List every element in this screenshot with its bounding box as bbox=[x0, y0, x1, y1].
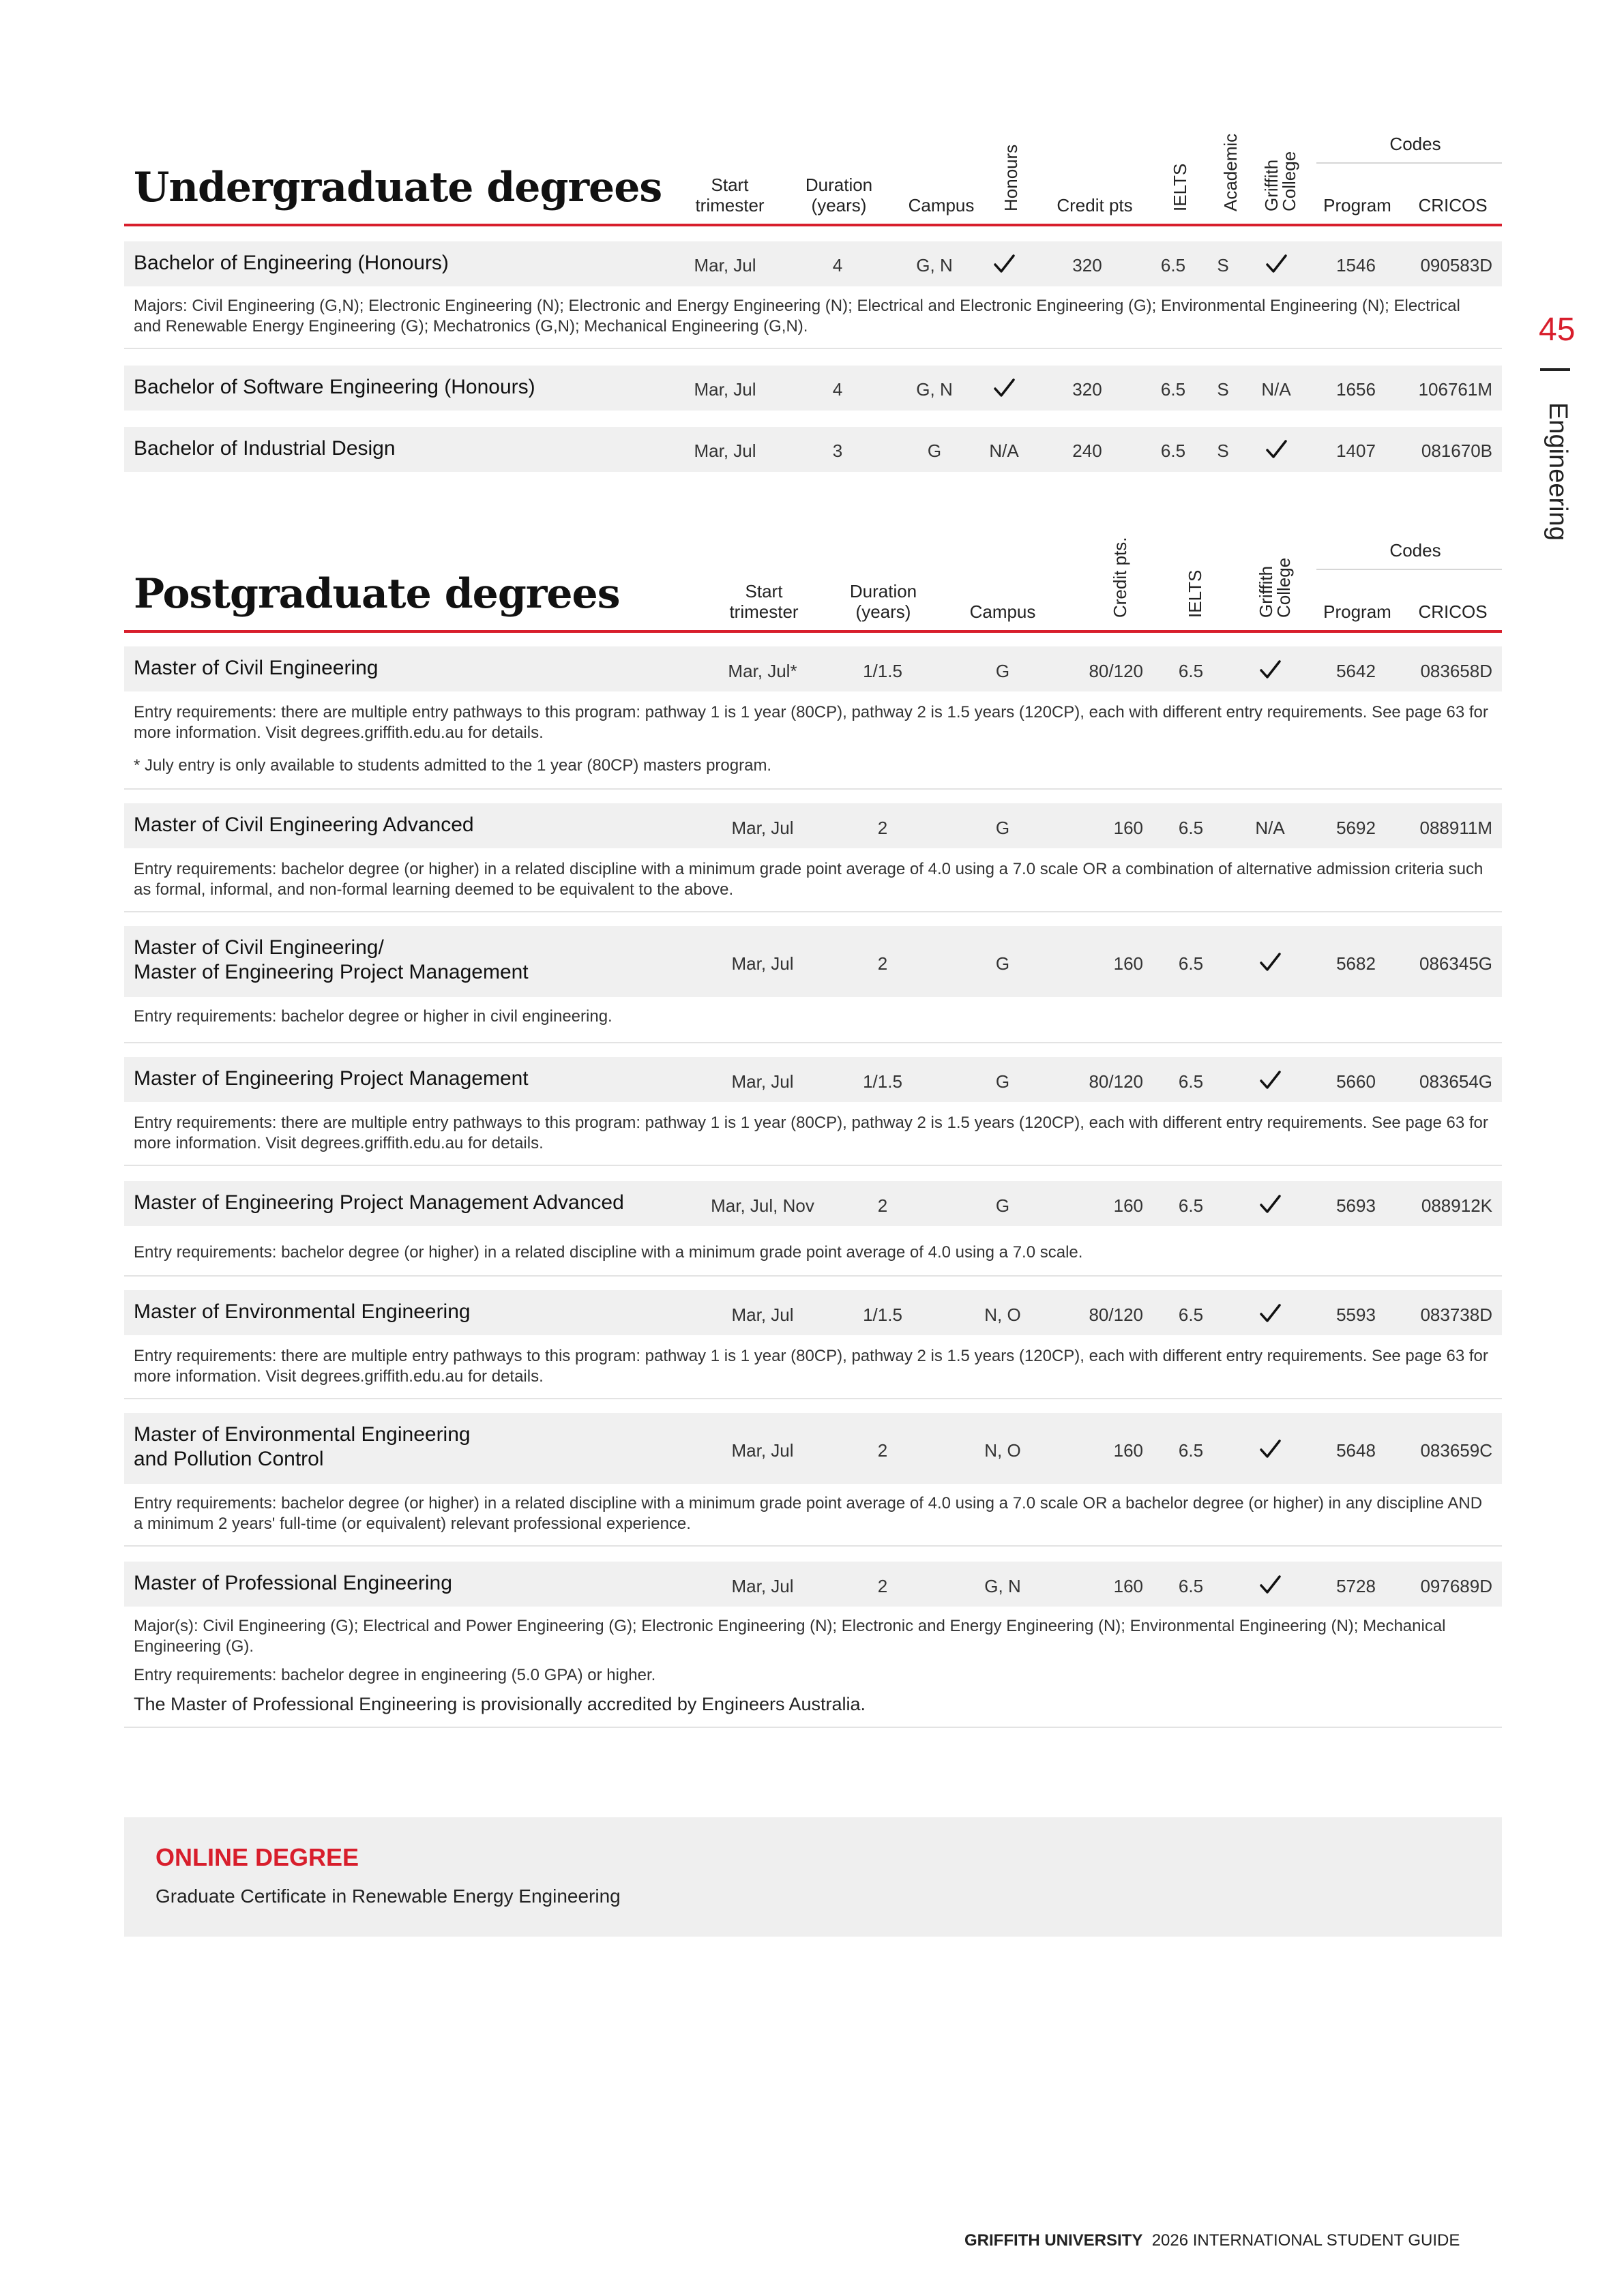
footer-guide: 2026 INTERNATIONAL STUDENT GUIDE bbox=[1151, 2231, 1460, 2250]
ug-honours-tick-icon bbox=[992, 376, 1016, 400]
pg-entry-note: Entry requirements: bachelor degree (or higher) in a related discipline with a minimum grade point average of 4.0 using a 7.0 scale. bbox=[134, 1243, 1083, 1262]
ug-honours-tick-icon bbox=[992, 252, 1016, 275]
pg-degree-name: Master of Engineering Project Management Advanced bbox=[134, 1191, 624, 1214]
ug-credit: 320 bbox=[1072, 379, 1102, 400]
pg-codes-divider bbox=[1316, 569, 1502, 570]
ug-cricos: 090583D bbox=[1420, 255, 1492, 275]
ug-start: Mar, Jul bbox=[694, 255, 756, 275]
pg-cricos: 088912K bbox=[1421, 1195, 1492, 1216]
pg-duration: 2 bbox=[877, 1576, 888, 1596]
pg-entry-note: * July entry is only available to students admitted to the 1 year (80CP) masters program. bbox=[134, 756, 772, 775]
ug-duration: 3 bbox=[832, 441, 843, 461]
pg-start: Mar, Jul, Nov bbox=[711, 1195, 814, 1216]
ug-credit: 320 bbox=[1072, 255, 1102, 275]
pg-row-divider bbox=[124, 788, 1502, 790]
pg-program: 5648 bbox=[1336, 1440, 1376, 1461]
pg-row-divider bbox=[124, 1545, 1502, 1547]
pg-campus: N, O bbox=[984, 1304, 1021, 1325]
pg-credit: 160 bbox=[1113, 1195, 1143, 1216]
ug-header-codes: Codes bbox=[1389, 134, 1441, 154]
pg-row-divider bbox=[124, 911, 1502, 912]
ug-header-credit: Credit pts bbox=[1057, 195, 1133, 215]
pg-ielts: 6.5 bbox=[1178, 1071, 1204, 1092]
ug-duration: 4 bbox=[832, 379, 843, 400]
pg-campus: G, N bbox=[984, 1576, 1021, 1596]
pg-accreditation-note: The Master of Professional Engineering is provisionally accredited by Engineers Australia. bbox=[134, 1694, 866, 1714]
pg-program: 5682 bbox=[1336, 953, 1376, 974]
ug-program: 1656 bbox=[1336, 379, 1376, 400]
pg-row-divider bbox=[124, 1727, 1502, 1728]
pg-row-divider bbox=[124, 1042, 1502, 1043]
ug-ielts: 6.5 bbox=[1160, 441, 1186, 461]
undergrad-header-rule bbox=[124, 224, 1502, 226]
pg-header-cricos: CRICOS bbox=[1418, 601, 1488, 622]
pg-credit: 80/120 bbox=[1089, 1304, 1143, 1325]
pg-header-program: Program bbox=[1323, 601, 1391, 622]
ug-college: N/A bbox=[1261, 379, 1291, 400]
online-degree-panel bbox=[124, 1817, 1502, 1937]
pg-program: 5693 bbox=[1336, 1195, 1376, 1216]
ug-cricos: 106761M bbox=[1418, 379, 1492, 400]
pg-credit: 160 bbox=[1113, 818, 1143, 838]
ug-program: 1407 bbox=[1336, 441, 1376, 461]
pg-ielts: 6.5 bbox=[1178, 1440, 1204, 1461]
ug-ielts: 6.5 bbox=[1160, 379, 1186, 400]
pg-header-start: Start trimester bbox=[729, 581, 799, 622]
pg-ielts: 6.5 bbox=[1178, 1195, 1204, 1216]
pg-header-duration: Duration (years) bbox=[849, 581, 917, 622]
pg-campus: G bbox=[995, 818, 1010, 838]
pg-entry-note: Entry requirements: bachelor degree or higher in civil engineering. bbox=[134, 1007, 612, 1026]
pg-program: 5692 bbox=[1336, 818, 1376, 838]
ug-honours: N/A bbox=[989, 441, 1019, 461]
pg-college-tick-icon bbox=[1258, 951, 1282, 974]
ug-row-divider bbox=[124, 348, 1502, 349]
pg-cricos: 083658D bbox=[1420, 661, 1492, 681]
ug-campus: G, N bbox=[916, 379, 953, 400]
pg-campus: G bbox=[995, 661, 1010, 681]
pg-credit: 160 bbox=[1113, 953, 1143, 974]
ug-academic: S bbox=[1217, 379, 1229, 400]
pg-degree-name: Master of Professional Engineering bbox=[134, 1572, 452, 1594]
pg-header-college-1: Griffith bbox=[1256, 565, 1276, 618]
ug-college-tick-icon bbox=[1265, 252, 1288, 275]
pg-college-tick-icon bbox=[1258, 1437, 1282, 1461]
pg-duration: 1/1.5 bbox=[863, 1304, 902, 1325]
ug-program: 1546 bbox=[1336, 255, 1376, 275]
ug-header-college-2: College bbox=[1279, 151, 1299, 211]
ug-header-duration: Duration (years) bbox=[805, 175, 873, 215]
pg-ielts: 6.5 bbox=[1178, 1304, 1204, 1325]
ug-credit: 240 bbox=[1072, 441, 1102, 461]
pg-row-divider bbox=[124, 1275, 1502, 1277]
ug-majors-note: Majors: Civil Engineering (G,N); Electronic Engineering (N); Electronic and Energy Engineering (N); Electrical and Electronic Engineering (G); Environmental Engineering (N); Electrical and Renewable Energy Engineering (G); Mechatronics (G,N); Mechanical Engineering (G,N). bbox=[134, 297, 1460, 336]
ug-degree-name: Bachelor of Industrial Design bbox=[134, 437, 396, 460]
pg-degree-name: Master of Environmental Engineering and Pollution Control bbox=[134, 1423, 471, 1470]
ug-header-program: Program bbox=[1323, 195, 1391, 215]
ug-academic: S bbox=[1217, 255, 1229, 275]
online-degree-item: Graduate Certificate in Renewable Energy Engineering bbox=[156, 1885, 621, 1907]
pg-program: 5593 bbox=[1336, 1304, 1376, 1325]
pg-header-credit: Credit pts. bbox=[1110, 537, 1130, 618]
pg-start: Mar, Jul bbox=[731, 818, 794, 838]
ug-start: Mar, Jul bbox=[694, 379, 756, 400]
pg-credit: 80/120 bbox=[1089, 661, 1143, 681]
postgrad-header-rule bbox=[124, 630, 1502, 633]
pg-credit: 80/120 bbox=[1089, 1071, 1143, 1092]
ug-header-academic: Academic bbox=[1220, 133, 1241, 211]
pg-cricos: 083659C bbox=[1420, 1440, 1492, 1461]
ug-header-cricos: CRICOS bbox=[1418, 195, 1488, 215]
pg-ielts: 6.5 bbox=[1178, 818, 1204, 838]
pg-campus: G bbox=[995, 1195, 1010, 1216]
ug-codes-divider bbox=[1316, 162, 1502, 164]
ug-duration: 4 bbox=[832, 255, 843, 275]
pg-cricos: 086345G bbox=[1419, 953, 1492, 974]
pg-credit: 160 bbox=[1113, 1440, 1143, 1461]
pg-college-tick-icon bbox=[1258, 658, 1282, 681]
pg-college-tick-icon bbox=[1258, 1069, 1282, 1092]
ug-header-college-1: Griffith bbox=[1261, 159, 1282, 211]
ug-campus: G bbox=[927, 441, 942, 461]
pg-college: N/A bbox=[1255, 818, 1285, 838]
ug-campus: G, N bbox=[916, 255, 953, 275]
pg-cricos: 097689D bbox=[1420, 1576, 1492, 1596]
pg-entry-note: Major(s): Civil Engineering (G); Electrical and Power Engineering (G); Electronic Engineering (N); Electronic and Energy Engineering (N); Environmental Engineering (N); Mechanical Engineering (G). bbox=[134, 1617, 1446, 1656]
pg-duration: 1/1.5 bbox=[863, 1071, 902, 1092]
pg-duration: 1/1.5 bbox=[863, 661, 902, 681]
pg-start: Mar, Jul bbox=[731, 1440, 794, 1461]
pg-row-divider bbox=[124, 1165, 1502, 1166]
pg-header-ielts: IELTS bbox=[1185, 569, 1205, 618]
pg-ielts: 6.5 bbox=[1178, 1576, 1204, 1596]
ug-header-ielts: IELTS bbox=[1170, 163, 1190, 211]
pg-degree-name: Master of Civil Engineering bbox=[134, 657, 379, 679]
ug-cricos: 081670B bbox=[1421, 441, 1492, 461]
pg-cricos: 088911M bbox=[1419, 818, 1492, 838]
pg-cricos: 083738D bbox=[1420, 1304, 1492, 1325]
undergrad-title: Undergraduate degrees bbox=[134, 164, 662, 211]
ug-header-campus: Campus bbox=[908, 195, 975, 215]
pg-entry-note: Entry requirements: bachelor degree (or higher) in a related discipline with a minimum grade point average of 4.0 using a 7.0 scale OR a bachelor degree (or higher) in any discipline AND a minimum 2 years' full-time (or equivalent) relevant professional experience. bbox=[134, 1494, 1483, 1533]
pg-header-college-2: College bbox=[1273, 557, 1294, 618]
pg-duration: 2 bbox=[877, 818, 888, 838]
page-footer bbox=[964, 2231, 1460, 2250]
pg-header-campus: Campus bbox=[969, 601, 1036, 622]
pg-degree-name: Master of Civil Engineering/ Master of Engineering Project Management bbox=[134, 936, 529, 983]
pg-row-divider bbox=[124, 1398, 1502, 1399]
ug-header-start: Start trimester bbox=[695, 175, 765, 215]
pg-program: 5728 bbox=[1336, 1576, 1376, 1596]
pg-campus: N, O bbox=[984, 1440, 1021, 1461]
pg-ielts: 6.5 bbox=[1178, 661, 1204, 681]
ug-start: Mar, Jul bbox=[694, 441, 756, 461]
ug-degree-name: Bachelor of Engineering (Honours) bbox=[134, 252, 449, 274]
pg-credit: 160 bbox=[1113, 1576, 1143, 1596]
ug-academic: S bbox=[1217, 441, 1229, 461]
ug-degree-name: Bachelor of Software Engineering (Honours) bbox=[134, 376, 535, 398]
pg-college-tick-icon bbox=[1258, 1302, 1282, 1325]
pg-program: 5660 bbox=[1336, 1071, 1376, 1092]
side-divider bbox=[1540, 368, 1570, 371]
pg-ielts: 6.5 bbox=[1178, 953, 1204, 974]
pg-college-tick-icon bbox=[1258, 1573, 1282, 1596]
pg-duration: 2 bbox=[877, 953, 888, 974]
online-degree-title: ONLINE DEGREE bbox=[156, 1843, 359, 1871]
pg-cricos: 083654G bbox=[1419, 1071, 1492, 1092]
pg-duration: 2 bbox=[877, 1195, 888, 1216]
pg-entry-note: Entry requirements: there are multiple entry pathways to this program: pathway 1 is 1 year (80CP), pathway 2 is 1.5 years (120CP), each with different entry requirements. See page 63 for more information. Visit degrees.griffith.edu.au for details. bbox=[134, 703, 1488, 742]
pg-entry-note: Entry requirements: bachelor degree (or higher) in a related discipline with a minimum grade point average of 4.0 using a 7.0 scale OR a combination of alternative admission criteria such as formal, informal, and non-formal learning deemed to be equivalent to the above. bbox=[134, 860, 1483, 899]
pg-campus: G bbox=[995, 953, 1010, 974]
pg-degree-name: Master of Engineering Project Management bbox=[134, 1067, 529, 1090]
postgrad-title: Postgraduate degrees bbox=[134, 570, 620, 618]
pg-start: Mar, Jul bbox=[731, 1071, 794, 1092]
pg-degree-name: Master of Civil Engineering Advanced bbox=[134, 814, 474, 836]
section-label: Engineering bbox=[1544, 402, 1572, 541]
pg-start: Mar, Jul bbox=[731, 1304, 794, 1325]
pg-degree-name: Master of Environmental Engineering bbox=[134, 1300, 471, 1323]
footer-brand: GRIFFITH UNIVERSITY bbox=[964, 2231, 1143, 2250]
pg-duration: 2 bbox=[877, 1440, 888, 1461]
pg-program: 5642 bbox=[1336, 661, 1376, 681]
ug-header-honours: Honours bbox=[1001, 144, 1021, 211]
pg-entry-note: Entry requirements: there are multiple entry pathways to this program: pathway 1 is 1 year (80CP), pathway 2 is 1.5 years (120CP), each with different entry requirements. See page 63 for more information. Visit degrees.griffith.edu.au for details. bbox=[134, 1114, 1488, 1152]
pg-header-codes: Codes bbox=[1389, 540, 1441, 561]
pg-entry-note: Entry requirements: there are multiple entry pathways to this program: pathway 1 is 1 year (80CP), pathway 2 is 1.5 years (120CP), each with different entry requirements. See page 63 for more information. Visit degrees.griffith.edu.au for details. bbox=[134, 1347, 1488, 1386]
ug-college-tick-icon bbox=[1265, 438, 1288, 461]
ug-ielts: 6.5 bbox=[1160, 255, 1186, 275]
pg-start: Mar, Jul bbox=[731, 953, 794, 974]
page-number: 45 bbox=[1539, 312, 1576, 348]
pg-campus: G bbox=[995, 1071, 1010, 1092]
pg-start: Mar, Jul bbox=[731, 1576, 794, 1596]
pg-start: Mar, Jul* bbox=[728, 661, 797, 681]
pg-college-tick-icon bbox=[1258, 1193, 1282, 1216]
pg-entry-note: Entry requirements: bachelor degree in engineering (5.0 GPA) or higher. bbox=[134, 1666, 656, 1684]
